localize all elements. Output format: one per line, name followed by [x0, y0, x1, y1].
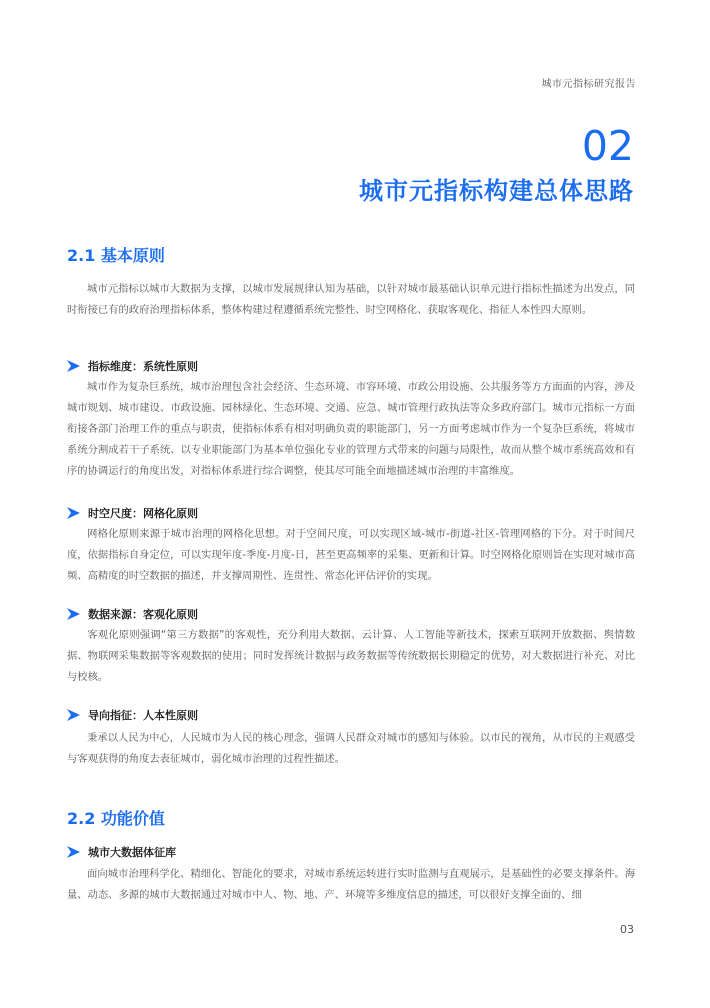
principle-heading-objective: [67, 604, 198, 624]
principle-text: 网格化原则来源于城市治理的网格化思想。对于空间尺度，可以实现区域-城市-街道-社区-管理网格的下分。对于时间尺度，依据指标自身定位，可以实现年度-季度-月度-日，甚至更高频率的采集、更新和计算。时空网格化原则旨在实现对城市高频、高精度的时空数据的描述，并支撑周期性、连贯性、常态化评估评价的实现。: [67, 528, 635, 582]
principle-title: 指标维度：系统性原则: [88, 360, 198, 373]
arrow-right-icon: [67, 709, 80, 721]
running-header: 城市元指标研究报告: [541, 79, 636, 90]
principle-title: 数据来源：客观化原则: [88, 608, 198, 621]
page-number: 03: [620, 923, 634, 936]
principle-text: 城市作为复杂巨系统，城市治理包含社会经济、生态环境、市容环境、市政公用设施、公共服务等方方面面的内容，涉及城市规划、城市建设、市政设施、园林绿化、生态环境、交通、应急、城市管理行政执法等众多政府部门。城市元指标一方面衔接各部门治理工作的重点与职责，使指标体系有相对明确负责的职能部门，另一方面考虑城市作为一个复杂巨系统，将城市系统分割成若干子系统、以专业职能部门为基本单位强化专业的管理方式带来的问题与局限性，故而从整个城市系统高效和有序的协调运行的角度出发，对指标体系进行综合调整，使其尽可能全面地描述城市治理的丰富维度。: [67, 381, 635, 477]
principle-heading-grid: [67, 503, 198, 523]
principle-body-grid: [67, 524, 635, 587]
principle-text: 客观化原则强调“第三方数据”的客观性，充分利用大数据、云计算、人工智能等新技术，探索互联网开放数据、舆情数据、物联网采集数据等客观数据的使用；同时发挥统计数据与政务数据等传统数据长期稳定的优势，对大数据进行补充、对比与校核。: [67, 629, 635, 683]
principle-body-system: [67, 377, 635, 482]
arrow-right-icon: [67, 846, 80, 858]
value-body-bigdata: [67, 864, 635, 906]
section-intro-text: 城市元指标以城市大数据为支撑，以城市发展规律认知为基础，以针对城市最基础认识单元进行指标性描述为出发点，同时衔接已有的政府治理指标体系，整体构建过程遵循系统完整性、时空网格化、获取客观化、指征人本性四大原则。: [67, 283, 635, 316]
chapter-number: 02: [581, 122, 634, 170]
section-heading-2-2: 2.2 功能价值: [67, 809, 165, 828]
principle-title: 导向指征：人本性原则: [88, 709, 198, 722]
chapter-title: 城市元指标构建总体思路: [359, 177, 634, 205]
value-title: 城市大数据体征库: [88, 846, 176, 859]
principle-title: 时空尺度：网格化原则: [88, 507, 198, 520]
principle-text: 秉承以人民为中心，人民城市为人民的核心理念，强调人民群众对城市的感知与体验。以市民的视角，从市民的主观感受与客观获得的角度去表征城市，弱化城市治理的过程性描述。: [67, 732, 635, 765]
value-heading-bigdata: [67, 842, 176, 862]
section-heading-2-1: 2.1 基本原则: [67, 246, 165, 265]
arrow-right-icon: [67, 507, 80, 519]
arrow-right-icon: [67, 360, 80, 372]
principle-body-people: [67, 728, 635, 770]
arrow-right-icon: [67, 608, 80, 620]
value-text: 面向城市治理科学化、精细化、智能化的要求，对城市系统运转进行实时监测与直观展示，是基础性的必要支撑条件。海量、动态、多源的城市大数据通过对城市中人、物、地、产、环境等多维度信息的描述，可以很好支撑全面的、细: [67, 868, 635, 901]
section-intro-paragraph: [67, 279, 635, 321]
principle-heading-people: [67, 705, 198, 725]
principle-heading-system: [67, 356, 198, 376]
principle-body-objective: [67, 625, 635, 688]
